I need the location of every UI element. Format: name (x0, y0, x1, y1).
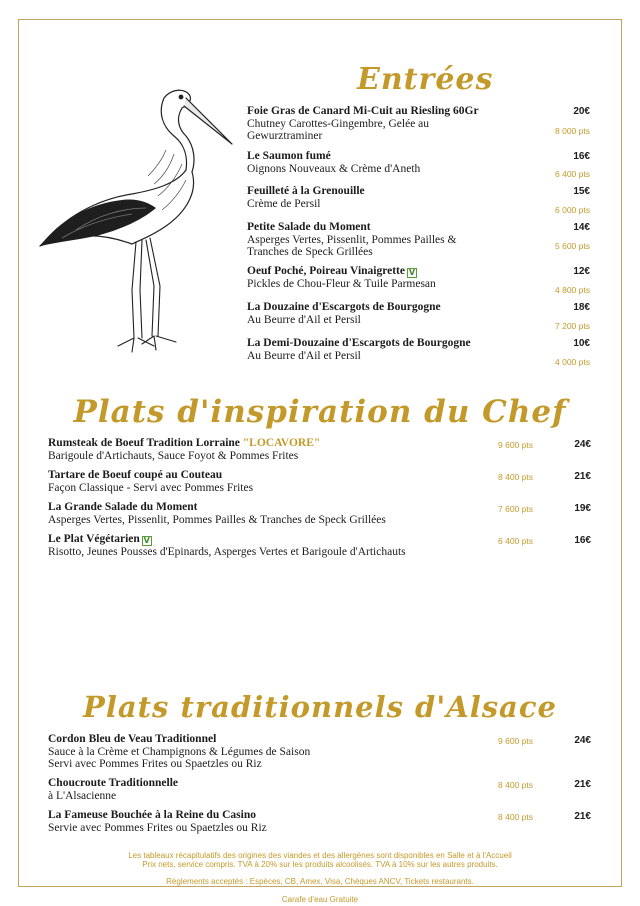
item-price: 15€ (573, 186, 590, 197)
item-description: Crème de Persil (247, 197, 321, 210)
item-description: Oignons Nouveaux & Crème d'Aneth (247, 162, 421, 175)
item-price: 16€ (573, 151, 590, 162)
item-name: Le Saumon fumé (247, 150, 331, 162)
item-name: Rumsteak de Boeuf Tradition Lorraine "LOCAVORE" (48, 437, 321, 449)
item-price: 20€ (573, 106, 590, 117)
section-title-plats-chef: Plats d'inspiration du Chef (73, 394, 567, 430)
menu-item-foie-gras (247, 105, 487, 143)
item-points: 5 600 pts (555, 241, 590, 251)
item-price: 14€ (573, 222, 590, 233)
menu-item-demi-douzaine-escargots (247, 337, 527, 362)
item-points: 6 400 pts (555, 169, 590, 179)
item-name: Le Plat Végétarien V (48, 533, 150, 545)
item-points: 9 600 pts (498, 736, 533, 746)
item-price: 24€ (574, 735, 591, 746)
item-points: 8 400 pts (498, 812, 533, 822)
menu-item-bouchee-reine (48, 809, 468, 834)
menu-item-plat-vegetarien (48, 533, 488, 559)
menu-item-tartare (48, 469, 468, 494)
menu-item-saumon (247, 150, 507, 175)
item-description: Au Beurre d'Ail et Persil (247, 349, 361, 362)
footer-allergens-note: Les tableaux récapitulatifs des origines des viandes et des allergènes sont disponibles en Salle et à l'Accueil (128, 851, 512, 860)
item-points: 7 600 pts (498, 504, 533, 514)
item-price: 16€ (574, 535, 591, 546)
item-points: 6 400 pts (498, 536, 533, 546)
item-name: Cordon Bleu de Veau Traditionnel (48, 733, 217, 745)
section-title-entrees: Entrées (357, 62, 494, 97)
item-description: Barigoule d'Artichauts, Sauce Foyot & Pommes Frites (48, 449, 299, 462)
item-description: Risotto, Jeunes Pousses d'Epinards, Asperges Vertes et Barigoule d'Artichauts (48, 546, 406, 558)
item-price: 24€ (574, 439, 591, 450)
item-price: 21€ (574, 779, 591, 790)
stork-illustration (36, 80, 236, 360)
item-name: Foie Gras de Canard Mi-Cuit au Riesling 60Gr (247, 105, 479, 117)
footer-tax-note: Prix nets, service compris. TVA à 20% sur les produits alcoolisés. TVA à 10% sur les autres produits. (142, 860, 498, 869)
item-description: à L'Alsacienne (48, 789, 117, 802)
menu-item-rumsteak (48, 437, 468, 462)
item-name: La Fameuse Bouchée à la Reine du Casino (48, 809, 256, 821)
item-description: Asperges Vertes, Pissenlit, Pommes Pailles & Tranches de Speck Grillées (48, 513, 386, 526)
item-name: Choucroute Traditionnelle (48, 777, 179, 789)
menu-item-choucroute (48, 777, 468, 802)
menu-item-grande-salade (48, 501, 478, 526)
item-name: Petite Salade du Moment (247, 221, 371, 233)
item-points: 8 400 pts (498, 472, 533, 482)
item-points: 8 400 pts (498, 780, 533, 790)
section-title-alsace: Plats traditionnels d'Alsace (83, 690, 557, 724)
item-price: 18€ (573, 302, 590, 313)
item-description: Asperges Vertes, Pissenlit, Pommes Pailles & Tranches de Speck Grillées (247, 233, 457, 258)
vegetarian-leaf-icon: V (143, 536, 150, 545)
item-name: Oeuf Poché, Poireau Vinaigrette V (247, 265, 416, 277)
footer-payment-note: Règlements acceptés : Espèces, CB, Amex, Visa, Chèques ANCV, Tickets restaurants. (166, 877, 474, 886)
menu-item-oeuf-poche (247, 265, 517, 291)
item-price: 12€ (573, 266, 590, 277)
item-points: 8 000 pts (555, 126, 590, 136)
item-name: La Demi-Douzaine d'Escargots de Bourgogne (247, 337, 471, 349)
item-description: Sauce à la Crème et Champignons & Légumes de Saison (48, 745, 311, 758)
item-description: Servie avec Pommes Frites ou Spaetzles ou Riz (48, 821, 267, 834)
item-name: La Douzaine d'Escargots de Bourgogne (247, 301, 441, 313)
menu-item-petite-salade (247, 221, 497, 259)
menu-item-feuillete (247, 185, 507, 210)
item-name: Tartare de Boeuf coupé au Couteau (48, 469, 223, 481)
item-description: Chutney Carottes-Gingembre, Gelée au Gewurztraminer (247, 117, 430, 142)
item-points: 7 200 pts (555, 321, 590, 331)
item-price: 21€ (574, 471, 591, 482)
item-price: 19€ (574, 503, 591, 514)
item-points: 9 600 pts (498, 440, 533, 450)
item-description: Façon Classique - Servi avec Pommes Frites (48, 481, 254, 494)
item-description: Pickles de Chou-Fleur & Tuile Parmesan (247, 278, 436, 290)
item-description-2: Servi avec Pommes Frites ou Spaetzles ou Riz (48, 758, 262, 770)
menu-item-douzaine-escargots (247, 301, 517, 326)
vegetarian-leaf-icon: V (408, 268, 416, 277)
item-price: 10€ (573, 338, 590, 349)
item-points: 4 000 pts (555, 357, 590, 367)
menu-item-cordon-bleu (48, 733, 468, 771)
item-name: La Grande Salade du Moment (48, 501, 198, 513)
item-description: Au Beurre d'Ail et Persil (247, 313, 361, 326)
item-price: 21€ (574, 811, 591, 822)
footer-water-note: Carafe d'eau Gratuite (281, 895, 359, 904)
locavore-badge: "LOCAVORE" (242, 437, 321, 449)
item-name: Feuilleté à la Grenouille (247, 185, 365, 197)
item-points: 4 800 pts (555, 285, 590, 295)
item-points: 6 000 pts (555, 205, 590, 215)
